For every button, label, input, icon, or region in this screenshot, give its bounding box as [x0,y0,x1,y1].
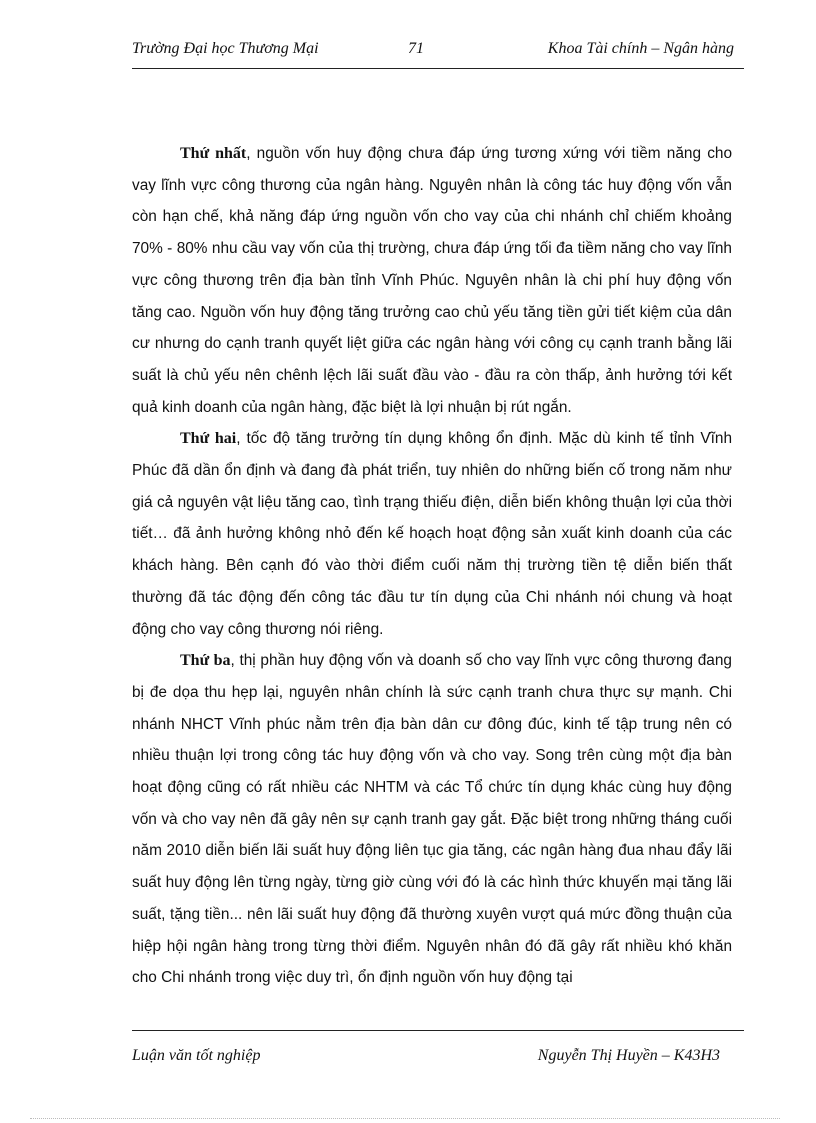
paragraph-third [132,645,732,994]
header-school-name: Trường Đại học Thương Mại [132,40,319,57]
footer-author: Nguyễn Thị Huyền – K43H3 [537,1047,720,1064]
footer-divider [132,1030,744,1031]
page-header [132,40,742,70]
paragraph-lead: Thứ ba [180,652,231,670]
header-faculty-name: Khoa Tài chính – Ngân hàng [547,40,734,57]
paragraph-lead: Thứ nhất [180,145,247,162]
document-body [132,138,732,994]
paragraph-second [132,423,732,645]
header-divider [132,68,744,69]
paragraph-lead: Thứ hai [180,430,237,448]
paragraph-text: , tốc độ tăng trưởng tín dụng không ổn định. Mặc dù kinh tế tỉnh Vĩnh Phúc đã dần ổn định và đang đà phát triển, tuy nhiên do những biến cố trong năm như giá cả nguyên vật liệu tăng cao, tình trạng thiếu điện, diễn biến không thuận lợi của thời tiết… đã ảnh hưởng không nhỏ đến kế hoạch hoạt động sản xuất kinh doanh của các khách hàng. Bên cạnh đó vào thời điểm cuối năm thị trường tiền tệ diễn biến thất thường đã tác động đến công tác đầu tư tín dụng của Chi nhánh nói chung và hoạt động cho vay công thương nói riêng. [132,430,733,638]
paragraph-first [132,138,732,423]
page-number: 71 [408,40,424,57]
page-bottom-edge [30,1118,780,1119]
paragraph-text: , nguồn vốn huy động chưa đáp ứng tương xứng với tiềm năng cho vay lĩnh vực công thương của ngân hàng. Nguyên nhân là công tác huy động vốn vẫn còn hạn chế, khả năng đáp ứng nguồn vốn cho vay của chi nhánh chỉ chiếm khoảng 70% - 80% nhu cầu vay vốn của thị trường, chưa đáp ứng tối đa tiềm năng cho vay lĩnh vực công thương trên địa bàn tỉnh Vĩnh Phúc. Nguyên nhân là chi phí huy động vốn tăng cao. Nguồn vốn huy động tăng trưởng cao chủ yếu tăng tiền gửi tiết kiệm của dân cư nhưng do cạnh tranh quyết liệt giữa các ngân hàng với công cụ cạnh tranh bằng lãi suất là chủ yếu nên chênh lệch lãi suất đầu vào - đầu ra còn thấp, ảnh hưởng tới kết quả kinh doanh của ngân hàng, đặc biệt là lợi nhuận bị rút ngắn. [132,145,733,416]
paragraph-text: , thị phần huy động vốn và doanh số cho vay lĩnh vực công thương đang bị đe dọa thu hẹp lại, nguyên nhân chính là sức cạnh tranh chưa thực sự mạnh. Chi nhánh NHCT Vĩnh phúc nằm trên địa bàn dân cư đông đúc, kinh tế tập trung nên có nhiều thuận lợi trong công tác huy động vốn và cho vay. Song trên cùng một địa bàn hoạt động cũng có rất nhiều các NHTM và các Tổ chức tín dụng khác cùng huy động vốn và cho vay nên đã gây nên sự cạnh tranh gay gắt. Đặc biệt trong những tháng cuối năm 2010 diễn biến lãi suất huy động liên tục gia tăng, các ngân hàng đua nhau đẩy lãi suất huy động lên từng ngày, từng giờ cùng với đó là các hình thức khuyến mại tăng lãi suất, tặng tiền... nên lãi suất huy động đã thường xuyên vượt quá mức đồng thuận của hiệp hội ngân hàng trong từng thời điểm. Nguyên nhân đó đã gây rất nhiều khó khăn cho Chi nhánh trong việc duy trì, ổn định nguồn vốn huy động tại [132,652,732,987]
footer-thesis-label: Luận văn tốt nghiệp [132,1047,261,1064]
